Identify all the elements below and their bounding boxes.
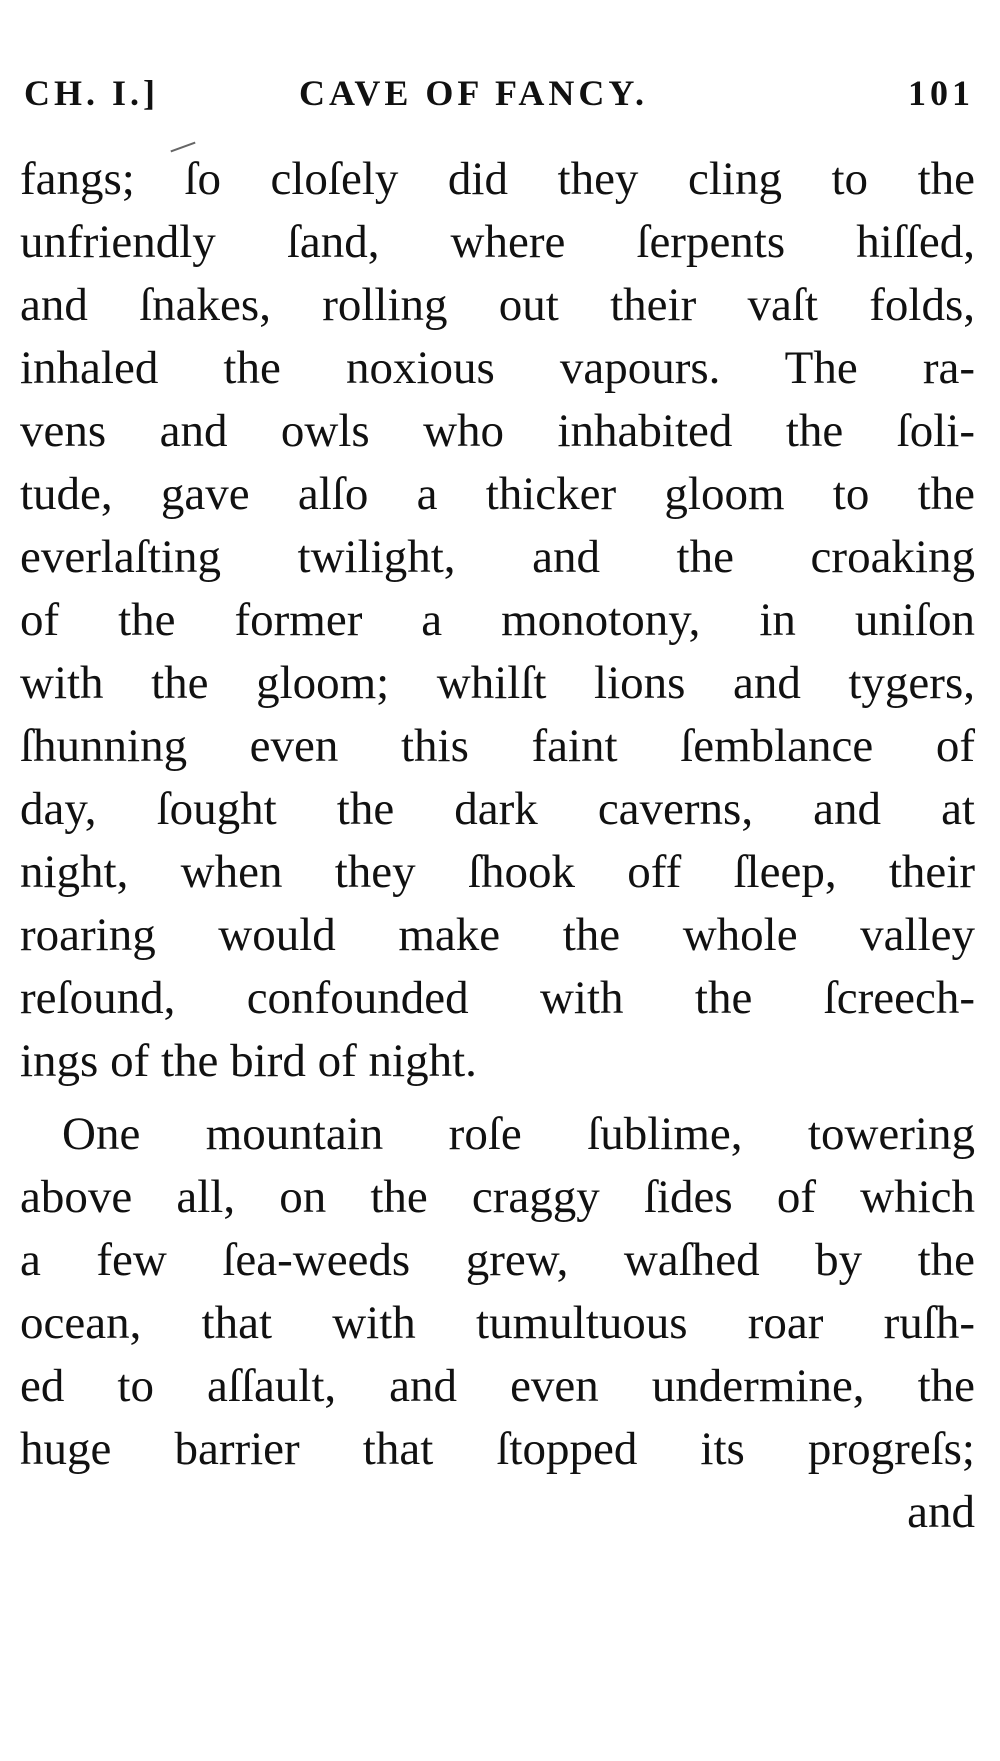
text-line: One mountain roſe ſublime, towering bbox=[62, 1108, 975, 1160]
chapter-label: CH. I.] bbox=[24, 73, 159, 113]
body-text bbox=[20, 148, 975, 1544]
running-header bbox=[24, 72, 974, 122]
text-line: roaring would make the whole valley bbox=[20, 909, 975, 961]
page-number: 101 bbox=[908, 73, 974, 113]
text-line: ings of the bird of night. bbox=[20, 1035, 477, 1087]
text-line: inhaled the noxious vapours. The ra- bbox=[20, 342, 975, 394]
text-line: tude, gave alſo a thicker gloom to the bbox=[20, 468, 975, 520]
paragraph-1 bbox=[20, 148, 975, 1093]
paragraph-2 bbox=[20, 1103, 975, 1481]
text-line: a few ſea-weeds grew, waſhed by the bbox=[20, 1234, 975, 1286]
text-line: night, when they ſhook off ſleep, their bbox=[20, 846, 975, 898]
paragraph-gap bbox=[20, 1093, 975, 1103]
text-line: huge barrier that ſtopped its progreſs; bbox=[20, 1423, 975, 1475]
text-line: ocean, that with tumultuous roar ruſh- bbox=[20, 1297, 975, 1349]
text-line: with the gloom; whilſt lions and tygers, bbox=[20, 657, 975, 709]
catchword: and bbox=[907, 1486, 975, 1538]
text-line: reſound, confounded with the ſcreech- bbox=[20, 972, 975, 1024]
text-line: fangs; ſo cloſely did they cling to the bbox=[20, 153, 975, 205]
text-line: vens and owls who inhabited the ſoli- bbox=[20, 405, 975, 457]
text-line: unfriendly ſand, where ſerpents hiſſed, bbox=[20, 216, 975, 268]
text-line: of the former a monotony, in uniſon bbox=[20, 594, 975, 646]
text-line: everlaſting twilight, and the croaking bbox=[20, 531, 975, 583]
text-line: above all, on the craggy ſides of which bbox=[20, 1171, 975, 1223]
text-line: ſhunning even this faint ſemblance of bbox=[20, 720, 975, 772]
text-line: day, ſought the dark caverns, and at bbox=[20, 783, 975, 835]
text-line: and ſnakes, rolling out their vaſt folds, bbox=[20, 279, 975, 331]
text-line: ed to aſſault, and even undermine, the bbox=[20, 1360, 975, 1412]
running-title: CAVE OF FANCY. bbox=[299, 73, 649, 113]
